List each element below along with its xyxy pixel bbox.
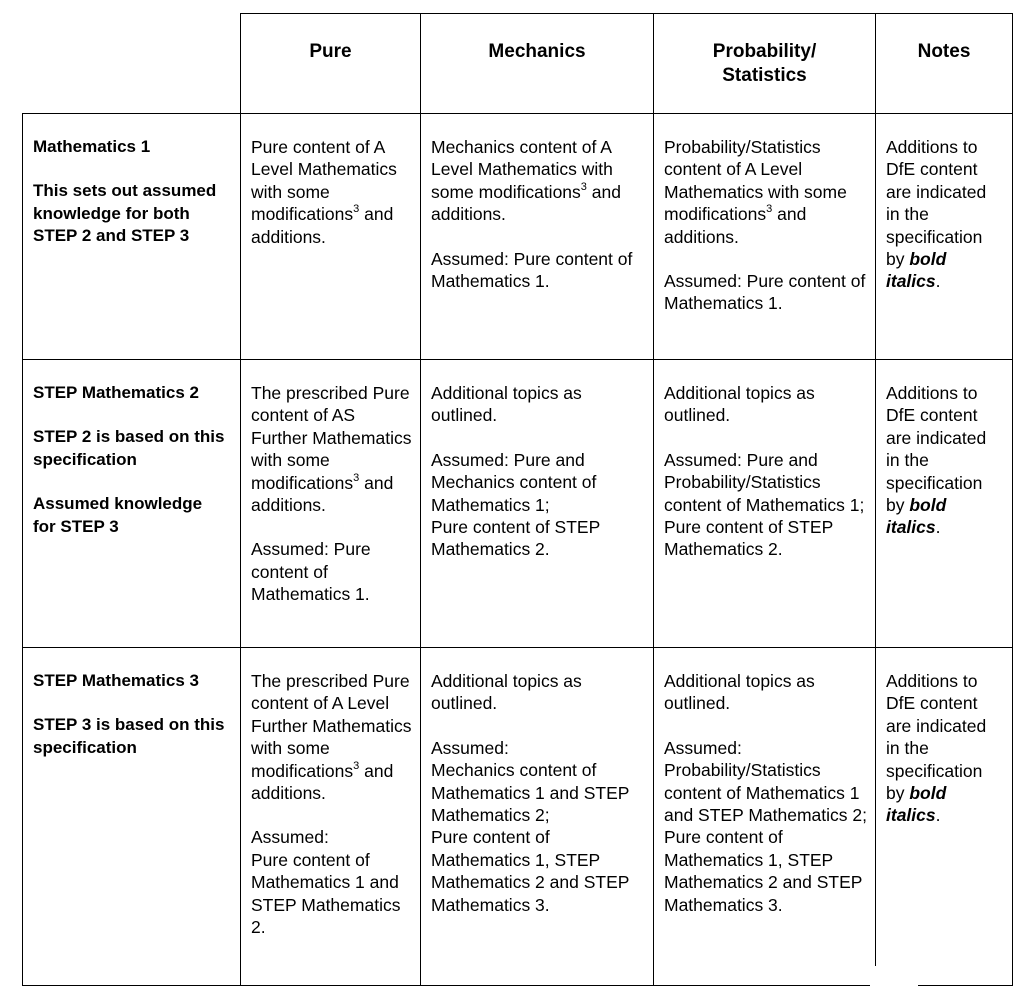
pure-assumed: Assumed: Pure content of Mathematics 1 and STEP Mathematics 2. [251, 827, 401, 938]
mechanics-text: Mechanics content of A Level Mathematics with some modifications$^3$ and additions. [431, 137, 621, 225]
header-pure [241, 14, 421, 114]
table-row [23, 114, 1013, 360]
table-row [23, 360, 1013, 648]
row-title: STEP Mathematics 3 [33, 671, 199, 690]
pure-text: Pure content of A Level Mathematics with some modifications$^3$ and additions. [251, 137, 397, 247]
row-label-cell [23, 114, 241, 360]
header-probability-statistics [654, 14, 876, 114]
specification-table [22, 13, 1013, 986]
header-probability-label [654, 14, 875, 88]
notes-cell [876, 648, 1013, 986]
header-blank-cell [23, 14, 241, 114]
row-title: Mathematics 1 [33, 137, 151, 156]
mechanics-assumed: Assumed: Mechanics content of Mathematics 1 and STEP Mathematics 2; Pure content of Mathematics 1, STEP Mathematics 2 and STEP Mathematics 3. [431, 737, 630, 915]
mechanics-text: Additional topics as outlined. [431, 671, 582, 714]
mechanics-cell [421, 114, 654, 360]
header-notes [876, 14, 1013, 114]
probability-assumed: Assumed: Pure content of Mathematics 1. [664, 271, 866, 314]
probability-assumed: Assumed: Pure and Probability/Statistics content of Mathematics 1; Pure content of STEP Mathematics 2. [664, 449, 865, 560]
mechanics-assumed: Assumed: Pure and Mechanics content of Mathematics 1; Pure content of STEP Mathematics 2. [431, 449, 600, 560]
header-mechanics [421, 14, 654, 114]
mechanics-cell [421, 360, 654, 648]
row-subtitle: STEP 3 is based on this specification [33, 715, 225, 757]
probability-cell [654, 648, 876, 986]
probability-text: Probability/Statistics content of A Level Mathematics with some modifications$^3$ and additions. [664, 137, 847, 247]
notes-cell [876, 360, 1013, 648]
mechanics-assumed: Assumed: Pure content of Mathematics 1. [431, 248, 633, 292]
table-row [23, 648, 1013, 986]
row-subtitle: STEP 2 is based on this specification [33, 427, 225, 469]
row-subtitle-2: Assumed knowledge for STEP 3 [33, 494, 203, 536]
header-pure-label: Pure [309, 41, 352, 62]
header-row [23, 14, 1013, 114]
row-subtitle: This sets out assumed knowledge for both STEP 2 and STEP 3 [33, 181, 217, 246]
header-probability-line1: Probability/ [712, 41, 817, 62]
header-mechanics-label: Mechanics [488, 41, 586, 62]
pure-text: The prescribed Pure content of A Level Further Mathematics with some modifications$^3$ and additions. [251, 671, 412, 804]
pure-assumed: Assumed: Pure content of Mathematics 1. [251, 539, 371, 605]
notes-text: Additions to DfE content are indicated in the specification by bold italics. [886, 383, 987, 538]
probability-cell [654, 114, 876, 360]
pure-cell [241, 360, 421, 648]
notes-text: Additions to DfE content are indicated in the specification by bold italics. [886, 137, 987, 292]
probability-assumed: Assumed: Probability/Statistics content of Mathematics 1 and STEP Mathematics 2; Pure content of Mathematics 1, STEP Mathematics 2 and STEP Mathematics 3. [664, 737, 867, 915]
notes-cell [876, 114, 1013, 360]
mechanics-text: Additional topics as outlined. [431, 383, 582, 426]
header-notes-label: Notes [917, 41, 971, 62]
notes-text: Additions to DfE content are indicated in the specification by bold italics. [886, 671, 987, 826]
row-label-cell [23, 360, 241, 648]
scan-artifact [870, 966, 918, 986]
probability-cell [654, 360, 876, 648]
pure-text: The prescribed Pure content of AS Further Mathematics with some modifications$^3$ and additions. [251, 383, 412, 516]
row-label-cell [23, 648, 241, 986]
probability-text: Additional topics as outlined. [664, 383, 815, 426]
pure-cell [241, 648, 421, 986]
mechanics-cell [421, 648, 654, 986]
header-probability-line2: Statistics [722, 65, 807, 86]
pure-cell [241, 114, 421, 360]
probability-text: Additional topics as outlined. [664, 671, 815, 714]
row-title: STEP Mathematics 2 [33, 383, 199, 402]
